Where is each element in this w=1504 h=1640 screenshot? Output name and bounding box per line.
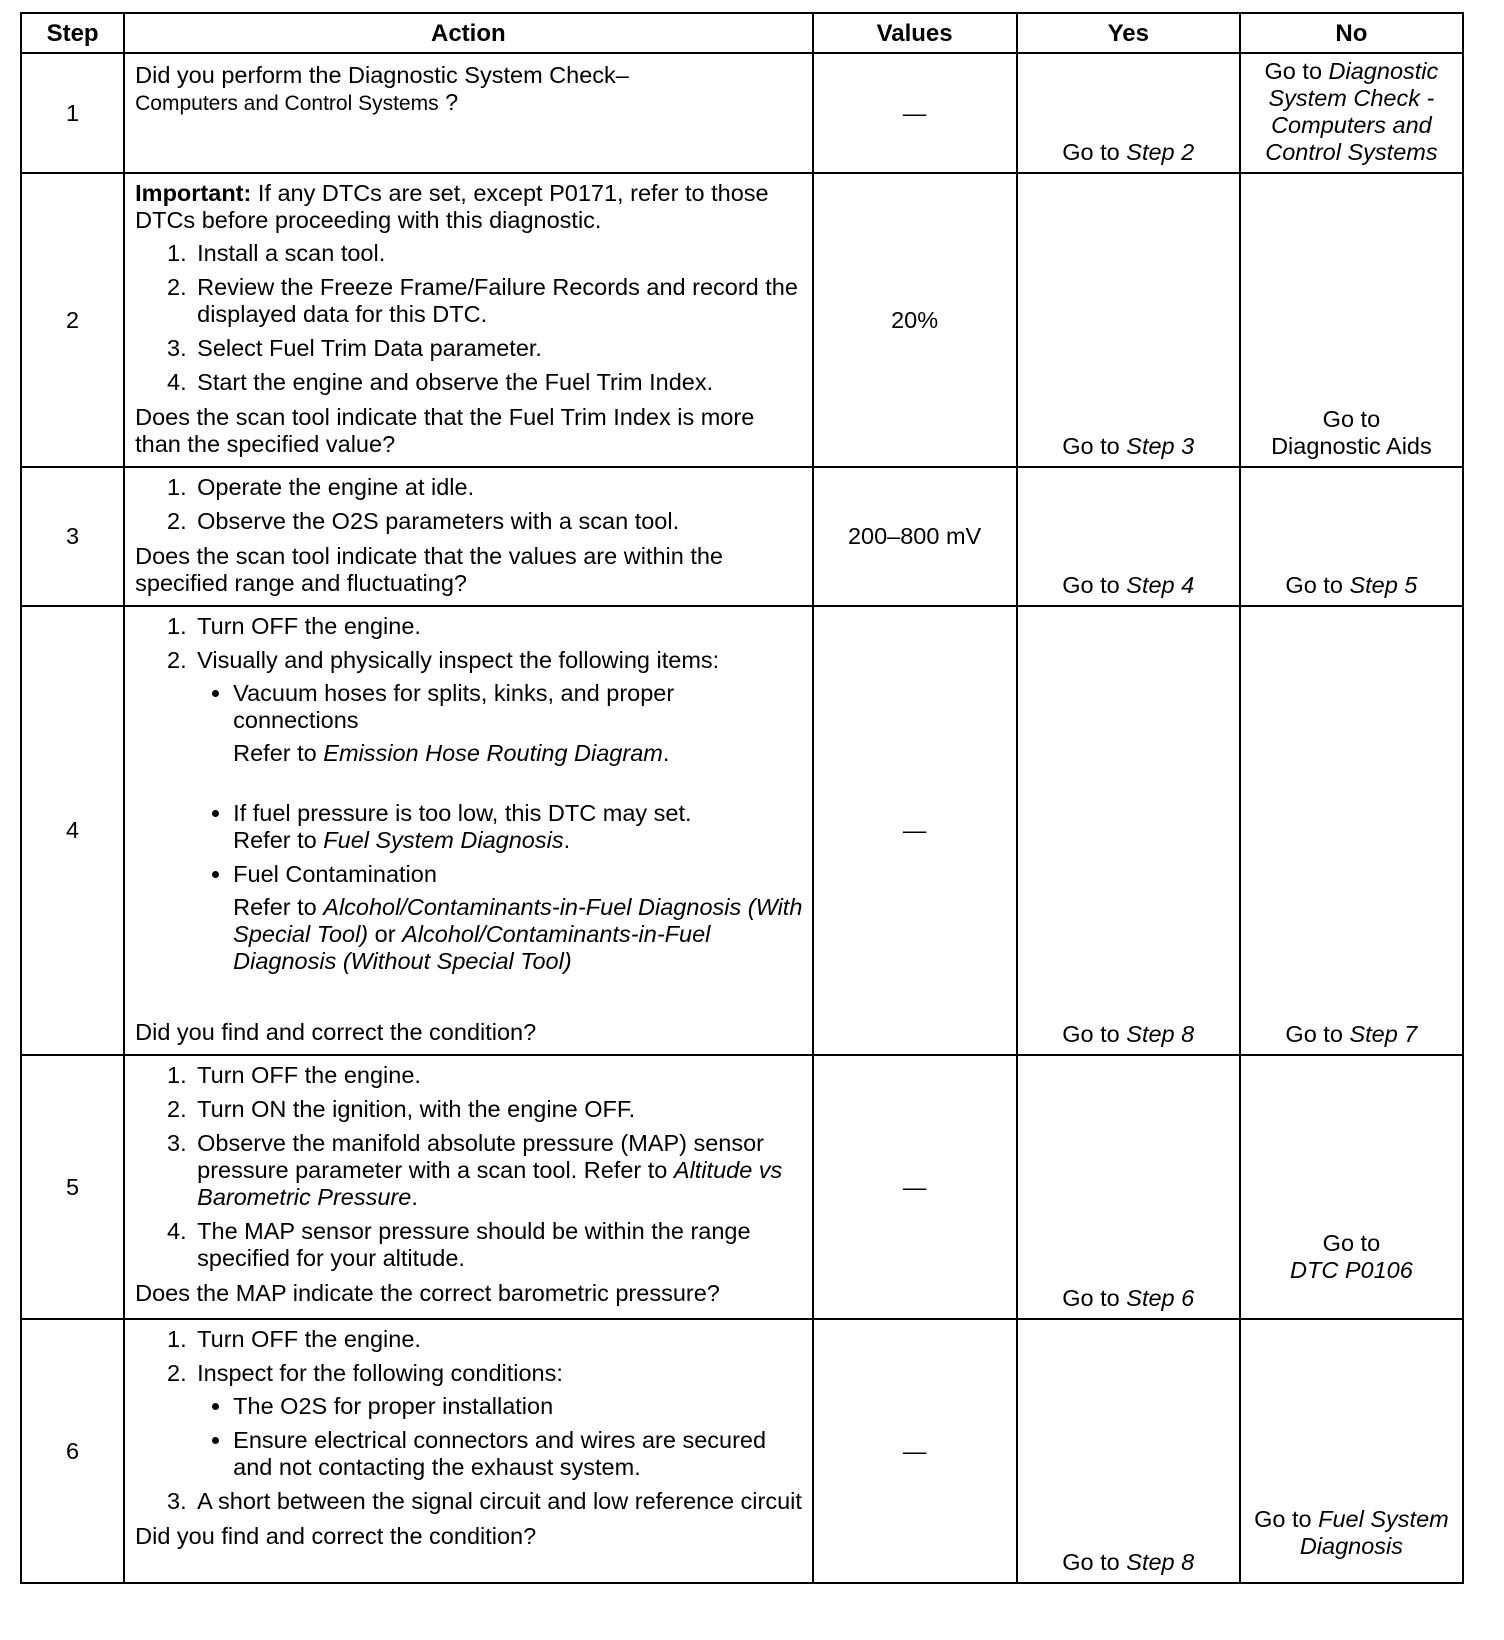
yes-cell: Go to Step 8 xyxy=(1017,606,1240,1055)
question-text: Does the scan tool indicate that the Fuel Trim Index is more than the specified value? xyxy=(135,404,755,457)
question-text: Does the scan tool indicate that the values are within the specified range and fluctuating? xyxy=(135,543,723,596)
question-text: Does the MAP indicate the correct barometric pressure? xyxy=(135,1280,720,1306)
value-cell: 200–800 mV xyxy=(813,467,1017,606)
step-number: 5 xyxy=(21,1055,124,1319)
header-row xyxy=(21,13,1463,53)
question-text: Did you find and correct the condition? xyxy=(135,1523,537,1549)
table-row xyxy=(21,53,1463,173)
table-row xyxy=(21,1055,1463,1319)
list-item: 1. Install a scan tool. xyxy=(193,240,805,267)
yes-cell: Go to Step 4 xyxy=(1017,467,1240,606)
value-cell: — xyxy=(813,53,1017,173)
yes-cell: Go to Step 3 xyxy=(1017,173,1240,467)
action-cell xyxy=(124,1319,812,1583)
action-cell xyxy=(124,1055,812,1319)
no-cell: Go to Diagnostic System Check - Computers and Control Systems xyxy=(1240,53,1463,173)
list-item: 2. Turn ON the ignition, with the engine OFF. xyxy=(193,1096,805,1123)
action-cell xyxy=(124,53,812,173)
list-item: 2. Review the Freeze Frame/Failure Records and record the displayed data for this DTC. xyxy=(193,274,805,328)
action-text: Did you perform the Diagnostic System Check– Computers and Control Systems ? xyxy=(135,62,629,115)
bullet-item: • Fuel Contamination Refer to Alcohol/Contaminants-in-Fuel Diagnosis (With Special Tool) or Alcohol/Contaminants-in-Fuel Diagnosis (Without Special Tool) xyxy=(233,861,805,975)
list-item: 2. Inspect for the following conditions: • The O2S for proper installation • Ensure electrical connectors and wires are secured and not contacting the exhaust system. xyxy=(193,1360,805,1481)
table-row xyxy=(21,606,1463,1055)
important-note: Important: If any DTCs are set, except P0171, refer to those DTCs before proceeding with this diagnostic. xyxy=(135,180,769,233)
step-number: 2 xyxy=(21,173,124,467)
diagnostic-table xyxy=(20,12,1464,1584)
bullet-item: • If fuel pressure is too low, this DTC may set. Refer to Fuel System Diagnosis. xyxy=(233,800,805,854)
list-item: 2. Visually and physically inspect the following items: • Vacuum hoses for splits, kinks, and proper connections Refer to Emission Hose Routing Diagram. • If fuel pressure is too low, this DTC may set. Refer to Fuel System Diagnosis. • Fuel Contamination Refer to Alcohol/Contaminants-in-Fuel Diagnosis (With Special Tool) or Alcohol/Contaminants-in-Fuel Diagnosis (Without Special Tool) xyxy=(193,647,805,975)
list-item: 2. Observe the O2S parameters with a scan tool. xyxy=(193,508,805,535)
value-cell: — xyxy=(813,1055,1017,1319)
step-number: 3 xyxy=(21,467,124,606)
list-item: 1. Turn OFF the engine. xyxy=(193,613,805,640)
value-cell: — xyxy=(813,606,1017,1055)
table-row xyxy=(21,1319,1463,1583)
no-cell: Go to Step 7 xyxy=(1240,606,1463,1055)
step-list xyxy=(135,613,805,975)
step-number: 4 xyxy=(21,606,124,1055)
yes-cell: Go to Step 2 xyxy=(1017,53,1240,173)
yes-cell: Go to Step 6 xyxy=(1017,1055,1240,1319)
list-item: 4. Start the engine and observe the Fuel Trim Index. xyxy=(193,369,805,396)
step-list xyxy=(135,240,805,396)
step-number: 1 xyxy=(21,53,124,173)
value-cell: — xyxy=(813,1319,1017,1583)
no-cell: Go to Diagnostic Aids xyxy=(1240,173,1463,467)
question-text: Did you find and correct the condition? xyxy=(135,1019,537,1045)
action-cell xyxy=(124,173,812,467)
list-item: 4. The MAP sensor pressure should be within the range specified for your altitude. xyxy=(193,1218,805,1272)
no-cell: Go to Fuel System Diagnosis xyxy=(1240,1319,1463,1583)
step-list xyxy=(135,1062,805,1272)
list-item: 1. Turn OFF the engine. xyxy=(193,1326,805,1353)
bullet-list xyxy=(197,1393,805,1481)
action-cell xyxy=(124,467,812,606)
list-item: 1. Operate the engine at idle. xyxy=(193,474,805,501)
bullet-item: • The O2S for proper installation xyxy=(233,1393,805,1420)
no-cell: Go to DTC P0106 xyxy=(1240,1055,1463,1319)
list-item: 3. Select Fuel Trim Data parameter. xyxy=(193,335,805,362)
header-yes: Yes xyxy=(1017,13,1240,53)
table-row xyxy=(21,467,1463,606)
header-values: Values xyxy=(813,13,1017,53)
value-cell: 20% xyxy=(813,173,1017,467)
header-action: Action xyxy=(124,13,812,53)
list-item: 1. Turn OFF the engine. xyxy=(193,1062,805,1089)
header-no: No xyxy=(1240,13,1463,53)
yes-cell: Go to Step 8 xyxy=(1017,1319,1240,1583)
step-number: 6 xyxy=(21,1319,124,1583)
bullet-list xyxy=(197,680,805,975)
step-list xyxy=(135,474,805,535)
list-item: 3. A short between the signal circuit and low reference circuit xyxy=(193,1488,805,1515)
step-list xyxy=(135,1326,805,1515)
table-row xyxy=(21,173,1463,467)
bullet-item: • Vacuum hoses for splits, kinks, and proper connections Refer to Emission Hose Routing Diagram. xyxy=(233,680,805,793)
header-step: Step xyxy=(21,13,124,53)
list-item: 3. Observe the manifold absolute pressure (MAP) sensor pressure parameter with a scan tool. Refer to Altitude vs Barometric Pressure. xyxy=(193,1130,805,1211)
no-cell: Go to Step 5 xyxy=(1240,467,1463,606)
bullet-item: • Ensure electrical connectors and wires are secured and not contacting the exhaust system. xyxy=(233,1427,805,1481)
action-cell xyxy=(124,606,812,1055)
